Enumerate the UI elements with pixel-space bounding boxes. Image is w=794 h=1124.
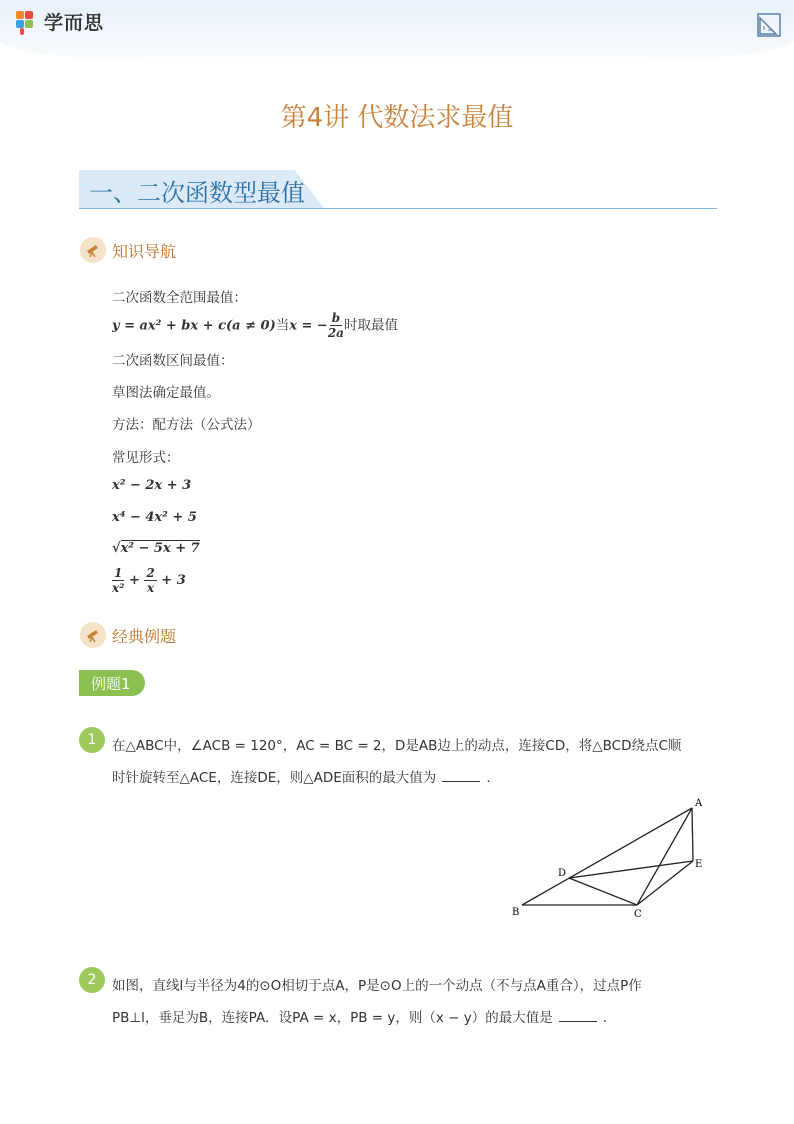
answer-blank-2[interactable] [559, 1021, 597, 1022]
common-form-1: x² − 2x + 3 [112, 478, 192, 493]
header-bar [0, 0, 794, 70]
example-tag: 例题1 [79, 670, 145, 696]
segment-CA [637, 808, 692, 905]
logo-icon [16, 9, 40, 35]
common-form-2: x⁴ − 4x² + 5 [112, 510, 197, 525]
question-2-line-1: 如图，直线l与半径为4的⊙O相切于点A，P是⊙O上的一个动点（不与点A重合），过点P作 [112, 978, 642, 994]
question-1-line-2 [112, 766, 491, 786]
section-header [79, 170, 717, 209]
formula-frac-num: b [331, 311, 341, 325]
formula-main: y = ax² + bx + c(a ≠ 0) [112, 318, 276, 334]
form4-num-2: 2 [146, 566, 155, 580]
segment-BA [522, 808, 692, 905]
label-A: A [695, 798, 703, 809]
segment-AE [692, 808, 693, 861]
formula-when: 当 [275, 317, 290, 334]
formula-frac-den: 2a [327, 326, 344, 340]
label-D: D [558, 868, 567, 879]
examples-heading [80, 622, 176, 648]
form4-den-2: x [146, 581, 155, 595]
question-2-period: . [602, 1010, 608, 1026]
knowledge-heading-label: 知识导航 [112, 241, 177, 261]
question-1-line-1: 在△ABC中，∠ACB = 120°，AC = BC = 2，D是AB边上的动点，连接CD，将△BCD绕点C顺 [112, 738, 682, 754]
formula-x: x = − [289, 318, 328, 334]
formula-tail: 时取最值 [343, 317, 398, 334]
question-number-1: 1 [79, 727, 105, 753]
geometry-ruler-icon [756, 12, 782, 38]
logo-text: 学而思 [44, 12, 105, 34]
logo [16, 8, 104, 35]
common-form-4 [112, 566, 186, 595]
telescope-icon [80, 237, 106, 263]
sqrt-sign: √ [112, 541, 121, 556]
knowledge-line-1: 二次函数全范围最值： [112, 290, 247, 306]
knowledge-formula [112, 311, 398, 340]
common-form-3 [112, 541, 200, 556]
geometry-figure [505, 795, 715, 920]
telescope-icon [80, 622, 106, 648]
form4-fraction-1 [112, 566, 124, 595]
page-title: 第4讲 代数法求最值 [280, 103, 514, 133]
form4-plus: + [128, 573, 140, 588]
segment-DC [569, 878, 637, 905]
section-title: 一、二次函数型最值 [89, 179, 305, 207]
examples-heading-label: 经典例题 [112, 626, 177, 646]
form4-tail: + 3 [161, 573, 186, 588]
form4-fraction-2 [144, 566, 156, 595]
label-C: C [634, 909, 642, 920]
label-B: B [512, 907, 520, 918]
form4-num-1: 1 [114, 566, 123, 580]
sqrt-radicand: x² − 5x + 7 [120, 541, 200, 556]
question-number-2: 2 [79, 967, 105, 993]
knowledge-line-3: 二次函数区间最值： [112, 353, 234, 369]
question-1-text: 时针旋转至△ACE，连接DE，则△ADE面积的最大值为 [112, 770, 437, 786]
label-E: E [695, 859, 703, 870]
formula-fraction [328, 311, 344, 340]
knowledge-heading [80, 237, 176, 263]
knowledge-line-4: 草图法确定最值。 [112, 385, 220, 401]
question-1-period: . [486, 770, 491, 786]
form4-den-1: x² [112, 581, 125, 595]
question-2-line-2 [112, 1006, 607, 1026]
knowledge-line-5: 方法：配方法（公式法） [112, 417, 261, 433]
question-2-text: PB⊥l，垂足为B，连接PA．设PA = x，PB = y，则（x − y）的最大值是 [112, 1010, 553, 1026]
knowledge-line-6: 常见形式： [112, 450, 180, 466]
answer-blank-1[interactable] [442, 781, 480, 782]
